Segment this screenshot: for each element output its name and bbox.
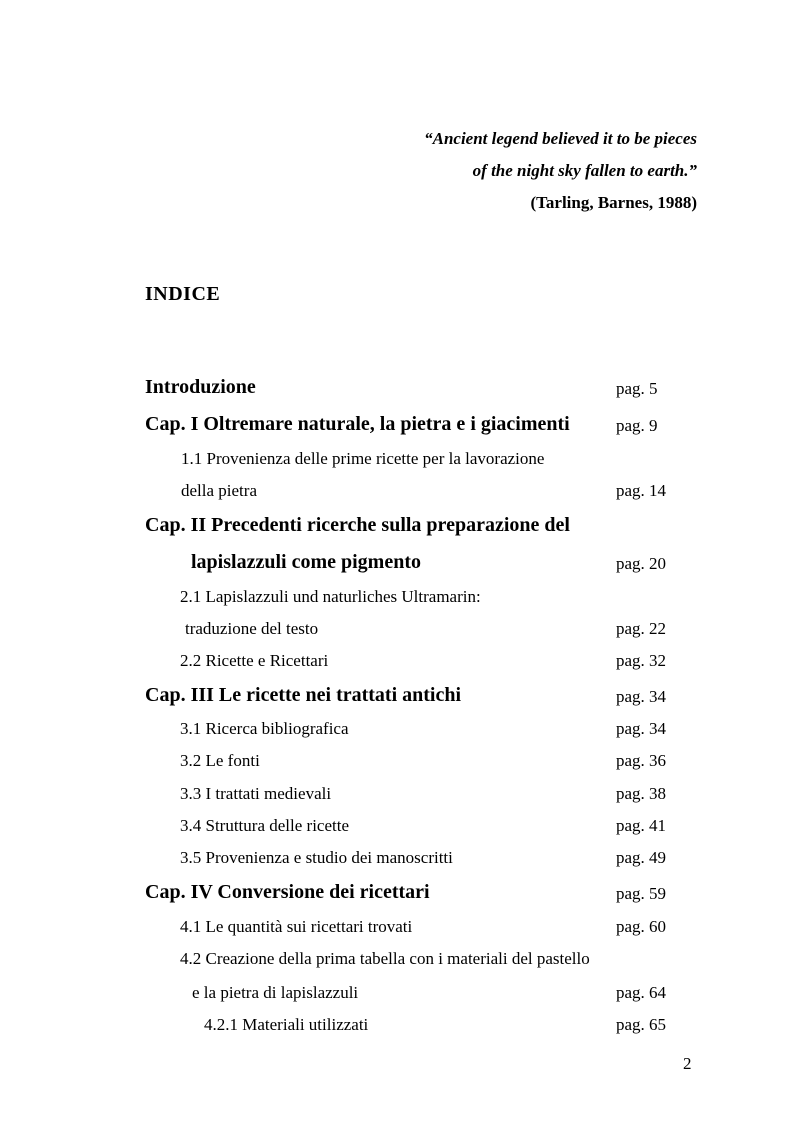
toc-entry-2-2 [0, 652, 794, 678]
toc-title: Cap. IV Conversione dei ricettari [145, 881, 430, 903]
toc-entry-4-2-1 [0, 1016, 794, 1042]
toc-title: 2.1 Lapislazzuli und naturliches Ultramarin: [180, 587, 481, 606]
epigraph-citation: (Tarling, Barnes, 1988) [530, 193, 697, 212]
toc-page: pag. 14 [616, 481, 667, 500]
toc-page: pag. 34 [616, 719, 667, 738]
toc-entry-2-1-cont [0, 620, 794, 646]
toc-title: 4.2.1 Materiali utilizzati [204, 1015, 369, 1034]
toc-entry-2-1 [0, 588, 794, 614]
toc-entry-3-2 [0, 752, 794, 778]
toc-title: della pietra [181, 481, 257, 500]
toc-title: traduzione del testo [185, 619, 319, 638]
index-heading: INDICE [145, 283, 221, 305]
toc-entry-introduzione [0, 377, 794, 403]
toc-entry-cap-3 [0, 685, 794, 711]
toc-page: pag. 38 [616, 784, 667, 803]
toc-entry-4-2 [0, 950, 794, 976]
toc-title: 4.2 Creazione della prima tabella con i materiali del pastello [180, 949, 590, 968]
toc-title: lapislazzuli come pigmento [191, 551, 421, 573]
toc-entry-cap-1 [0, 414, 794, 440]
toc-page: pag. 65 [616, 1015, 667, 1034]
toc-page: pag. 32 [616, 651, 667, 670]
toc-page: pag. 5 [616, 379, 658, 398]
toc-entry-3-3 [0, 785, 794, 811]
toc-entry-cap-2-cont [0, 552, 794, 578]
toc-title: 3.2 Le fonti [180, 751, 260, 770]
epigraph-line-2: of the night sky fallen to earth.” [472, 161, 697, 180]
epigraph-line-1: “Ancient legend believed it to be pieces [424, 129, 697, 148]
page-number: 2 [683, 1054, 692, 1073]
toc-page: pag. 36 [616, 751, 667, 770]
toc-title: 3.1 Ricerca bibliografica [180, 719, 349, 738]
toc-page: pag. 64 [616, 983, 667, 1002]
toc-title: Cap. I Oltremare naturale, la pietra e i giacimenti [145, 413, 570, 435]
toc-page: pag. 60 [616, 917, 667, 936]
toc-entry-cap-4 [0, 882, 794, 908]
toc-entry-cap-2 [0, 515, 794, 541]
toc-page: pag. 49 [616, 848, 667, 867]
toc-page: pag. 34 [616, 687, 667, 706]
toc-title: e la pietra di lapislazzuli [192, 983, 359, 1002]
toc-entry-3-1 [0, 720, 794, 746]
toc-page: pag. 9 [616, 416, 658, 435]
toc-page: pag. 22 [616, 619, 667, 638]
toc-entry-3-4 [0, 817, 794, 843]
toc-title: Introduzione [145, 376, 256, 398]
toc-page: pag. 59 [616, 884, 667, 903]
toc-title: Cap. III Le ricette nei trattati antichi [145, 684, 462, 706]
toc-page: pag. 41 [616, 816, 667, 835]
toc-entry-4-2-cont [0, 984, 794, 1010]
toc-title: 3.3 I trattati medievali [180, 784, 332, 803]
toc-title: 4.1 Le quantità sui ricettari trovati [180, 917, 413, 936]
toc-title: 3.4 Struttura delle ricette [180, 816, 349, 835]
toc-entry-3-5 [0, 849, 794, 875]
toc-entry-4-1 [0, 918, 794, 944]
toc-entry-1-1-cont [0, 482, 794, 508]
toc-title: 3.5 Provenienza e studio dei manoscritti [180, 848, 453, 867]
toc-title: 2.2 Ricette e Ricettari [180, 651, 329, 670]
toc-title: 1.1 Provenienza delle prime ricette per la lavorazione [181, 449, 545, 468]
toc-entry-1-1 [0, 450, 794, 476]
toc-title: Cap. II Precedenti ricerche sulla preparazione del [145, 514, 570, 536]
toc-page: pag. 20 [616, 554, 667, 573]
